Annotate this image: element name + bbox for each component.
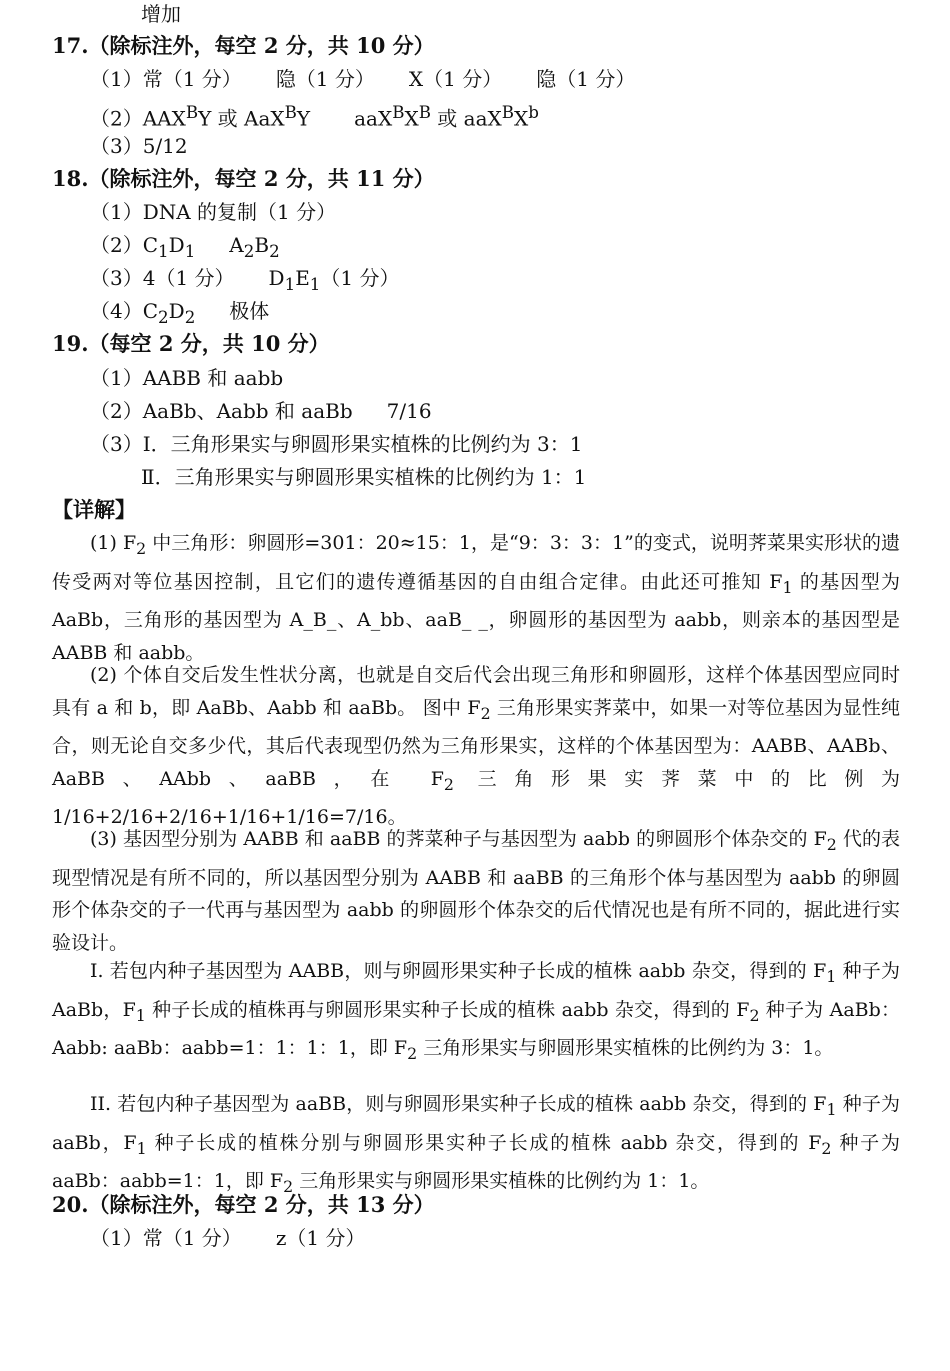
detail-paragraph-1 xyxy=(52,527,900,669)
text: （2）C xyxy=(90,233,159,257)
text: D xyxy=(168,299,185,323)
q17-a1-part: （1）常（1 分） xyxy=(90,67,242,91)
text: 极体 xyxy=(229,299,270,323)
text: B xyxy=(254,233,270,257)
subscript: 2 xyxy=(749,1005,760,1025)
subscript: 2 xyxy=(480,703,491,723)
superscript: B xyxy=(185,103,199,122)
subscript: 1 xyxy=(309,275,321,294)
text: Y 或 AaX xyxy=(198,106,285,131)
text: 代的表现型情况是有所不同的，所以基因型分别为 AABB 和 aaBB 的三角形个体与基因型为 aabb 的卵圆形个体杂交的子一代再与基因型为 aabb 的卵圆形个体杂交的后代情况也是有所不同的，据此进行实验设计。 xyxy=(52,828,900,954)
detail-label: 【详解】 xyxy=(52,497,136,522)
text: aaX xyxy=(354,106,393,131)
text: 三角形果实与卵圆形果实植株的比例约为 1：1。 xyxy=(293,1170,710,1192)
subscript: 2 xyxy=(283,1176,294,1196)
text: （4）C xyxy=(90,299,159,323)
subscript: 1 xyxy=(782,577,793,597)
q18-answer-4 xyxy=(90,299,269,330)
text: E xyxy=(295,266,310,290)
subscript: 2 xyxy=(826,834,837,854)
text: （3）4（1 分） xyxy=(90,266,235,290)
q18-answer-2 xyxy=(90,233,280,264)
subscript: 1 xyxy=(284,275,296,294)
text: （1 分） xyxy=(320,266,400,290)
text: 种子长成的植株分别与卵圆形果实种子长成的植株 aabb 杂交，得到的 F xyxy=(146,1131,822,1154)
text: 种子为 AaBb，F xyxy=(52,960,900,1021)
subscript: 2 xyxy=(821,1138,832,1158)
subscript: 2 xyxy=(269,242,280,261)
subscript: 1 xyxy=(184,242,196,261)
q18-heading: 18.（除标注外，每空 2 分，共 11 分） xyxy=(52,166,435,191)
text: 种子长成的植株再与卵圆形果实种子长成的植株 aabb 杂交，得到的 F xyxy=(145,998,750,1021)
text: (1) F xyxy=(90,532,137,554)
subscript: 1 xyxy=(136,1138,147,1158)
q17-heading: 17.（除标注外，每空 2 分，共 10 分） xyxy=(52,33,435,58)
subscript: 2 xyxy=(443,774,454,794)
q19-answer-3: （3）Ⅰ．三角形果实与卵圆形果实植株的比例约为 3：1 xyxy=(90,432,583,456)
text: （2）AAX xyxy=(90,106,186,131)
q18-answer-1: （1）DNA 的复制（1 分） xyxy=(90,200,337,224)
subscript: 2 xyxy=(158,308,169,327)
q19-answer-1: （1）AABB 和 aabb xyxy=(90,366,284,390)
q17-a1-part: 隐（1 分） xyxy=(536,67,636,91)
subscript: 2 xyxy=(243,242,255,261)
q20-heading: 20.（除标注外，每空 2 分，共 13 分） xyxy=(52,1192,435,1217)
text: II. 若包内种子基因型为 aaBB，则与卵圆形果实种子长成的植株 aabb 杂交，得到的 F xyxy=(90,1093,827,1115)
q19-heading: 19.（每空 2 分，共 10 分） xyxy=(52,331,330,356)
q20-answer-1 xyxy=(90,1226,365,1250)
text: D xyxy=(268,266,285,290)
superscript: B xyxy=(284,103,297,122)
q17-answer-2 xyxy=(90,101,539,131)
text: 或 aaX xyxy=(430,106,502,131)
q17-answer-1 xyxy=(90,67,635,91)
text: 种子为 aaBb：aabb=1：1，即 F xyxy=(52,1131,900,1192)
subscript: 2 xyxy=(136,538,147,558)
superscript: B xyxy=(418,103,431,122)
q19-answer-3b: Ⅱ．三角形果实与卵圆形果实植株的比例约为 1：1 xyxy=(141,465,587,489)
subscript: 2 xyxy=(407,1043,418,1063)
text: I. 若包内种子基因型为 AABB，则与卵圆形果实种子长成的植株 aabb 杂交，得到的 F xyxy=(90,960,827,982)
text: 种子为 aaBb，F xyxy=(52,1093,900,1154)
detail-paragraph-4 xyxy=(52,955,900,1071)
text: Y xyxy=(296,106,311,131)
q19-answer-2 xyxy=(90,399,432,423)
text: D xyxy=(168,233,185,257)
text: 的基因型为 AaBb，三角形的基因型为 A_B_、A_bb、aaB_ _，卵圆形的基因型为 aabb，则亲本的基因型是 AABB 和 aabb。 xyxy=(52,570,900,664)
q17-a1-part: X（1 分） xyxy=(408,67,503,91)
detail-paragraph-2 xyxy=(52,659,900,834)
q17-answer-3: （3）5/12 xyxy=(90,134,188,158)
text: （1）常（1 分） xyxy=(90,1226,242,1250)
text: X xyxy=(514,106,529,131)
subscript: 1 xyxy=(158,242,169,261)
text: (3) 基因型分别为 AABB 和 aaBB 的荠菜种子与基因型为 aabb 的卵圆形个体杂交的 F xyxy=(90,828,827,850)
subscript: 1 xyxy=(135,1005,146,1025)
detail-paragraph-3 xyxy=(52,823,900,960)
superscript: B xyxy=(392,103,405,122)
text: 三角形果实荠菜中，如果一对等位基因为显性纯合，则无论自交多少代，其后代表现型仍然为三角形果实，这样的个体基因型为：AABB、AABb、AaBB、AAbb、aaBB，在 F xyxy=(52,696,900,790)
text: 7/16 xyxy=(386,399,432,423)
detail-paragraph-5 xyxy=(52,1088,900,1204)
text: A xyxy=(229,233,244,257)
text: 三角形果实荠菜中的比例为 1/16+2/16+2/16+1/16+1/16=7/16。 xyxy=(52,767,901,829)
text: X xyxy=(404,106,419,131)
text: z（1 分） xyxy=(275,1226,366,1250)
text: 三角形果实与卵圆形果实植株的比例约为 3：1。 xyxy=(417,1037,834,1059)
subscript: 1 xyxy=(826,1099,837,1119)
text: 种子为 AaBb：Aabb: aaBb：aabb=1：1：1：1，即 F xyxy=(52,998,900,1059)
superscript: b xyxy=(528,103,539,122)
continued-text: 增加 xyxy=(141,2,181,26)
superscript: B xyxy=(501,103,514,122)
subscript: 1 xyxy=(826,966,837,986)
q17-a1-part: 隐（1 分） xyxy=(275,67,375,91)
text: （2）AaBb、Aabb 和 aaBb xyxy=(90,399,353,423)
text: 中三角形：卵圆形=301：20≈15：1，是“9：3：3：1”的变式，说明荠菜果实形状的遗传受两对等位基因控制，且它们的遗传遵循基因的自由组合定律。由此还可推知 F xyxy=(52,532,900,593)
q18-answer-3 xyxy=(90,266,400,297)
subscript: 2 xyxy=(184,308,196,327)
text: (2) 个体自交后发生性状分离，也就是自交后代会出现三角形和卵圆形，这样个体基因型应同时具有 a 和 b，即 AaBb、Aabb 和 aaBb。 图中 F xyxy=(52,664,900,719)
